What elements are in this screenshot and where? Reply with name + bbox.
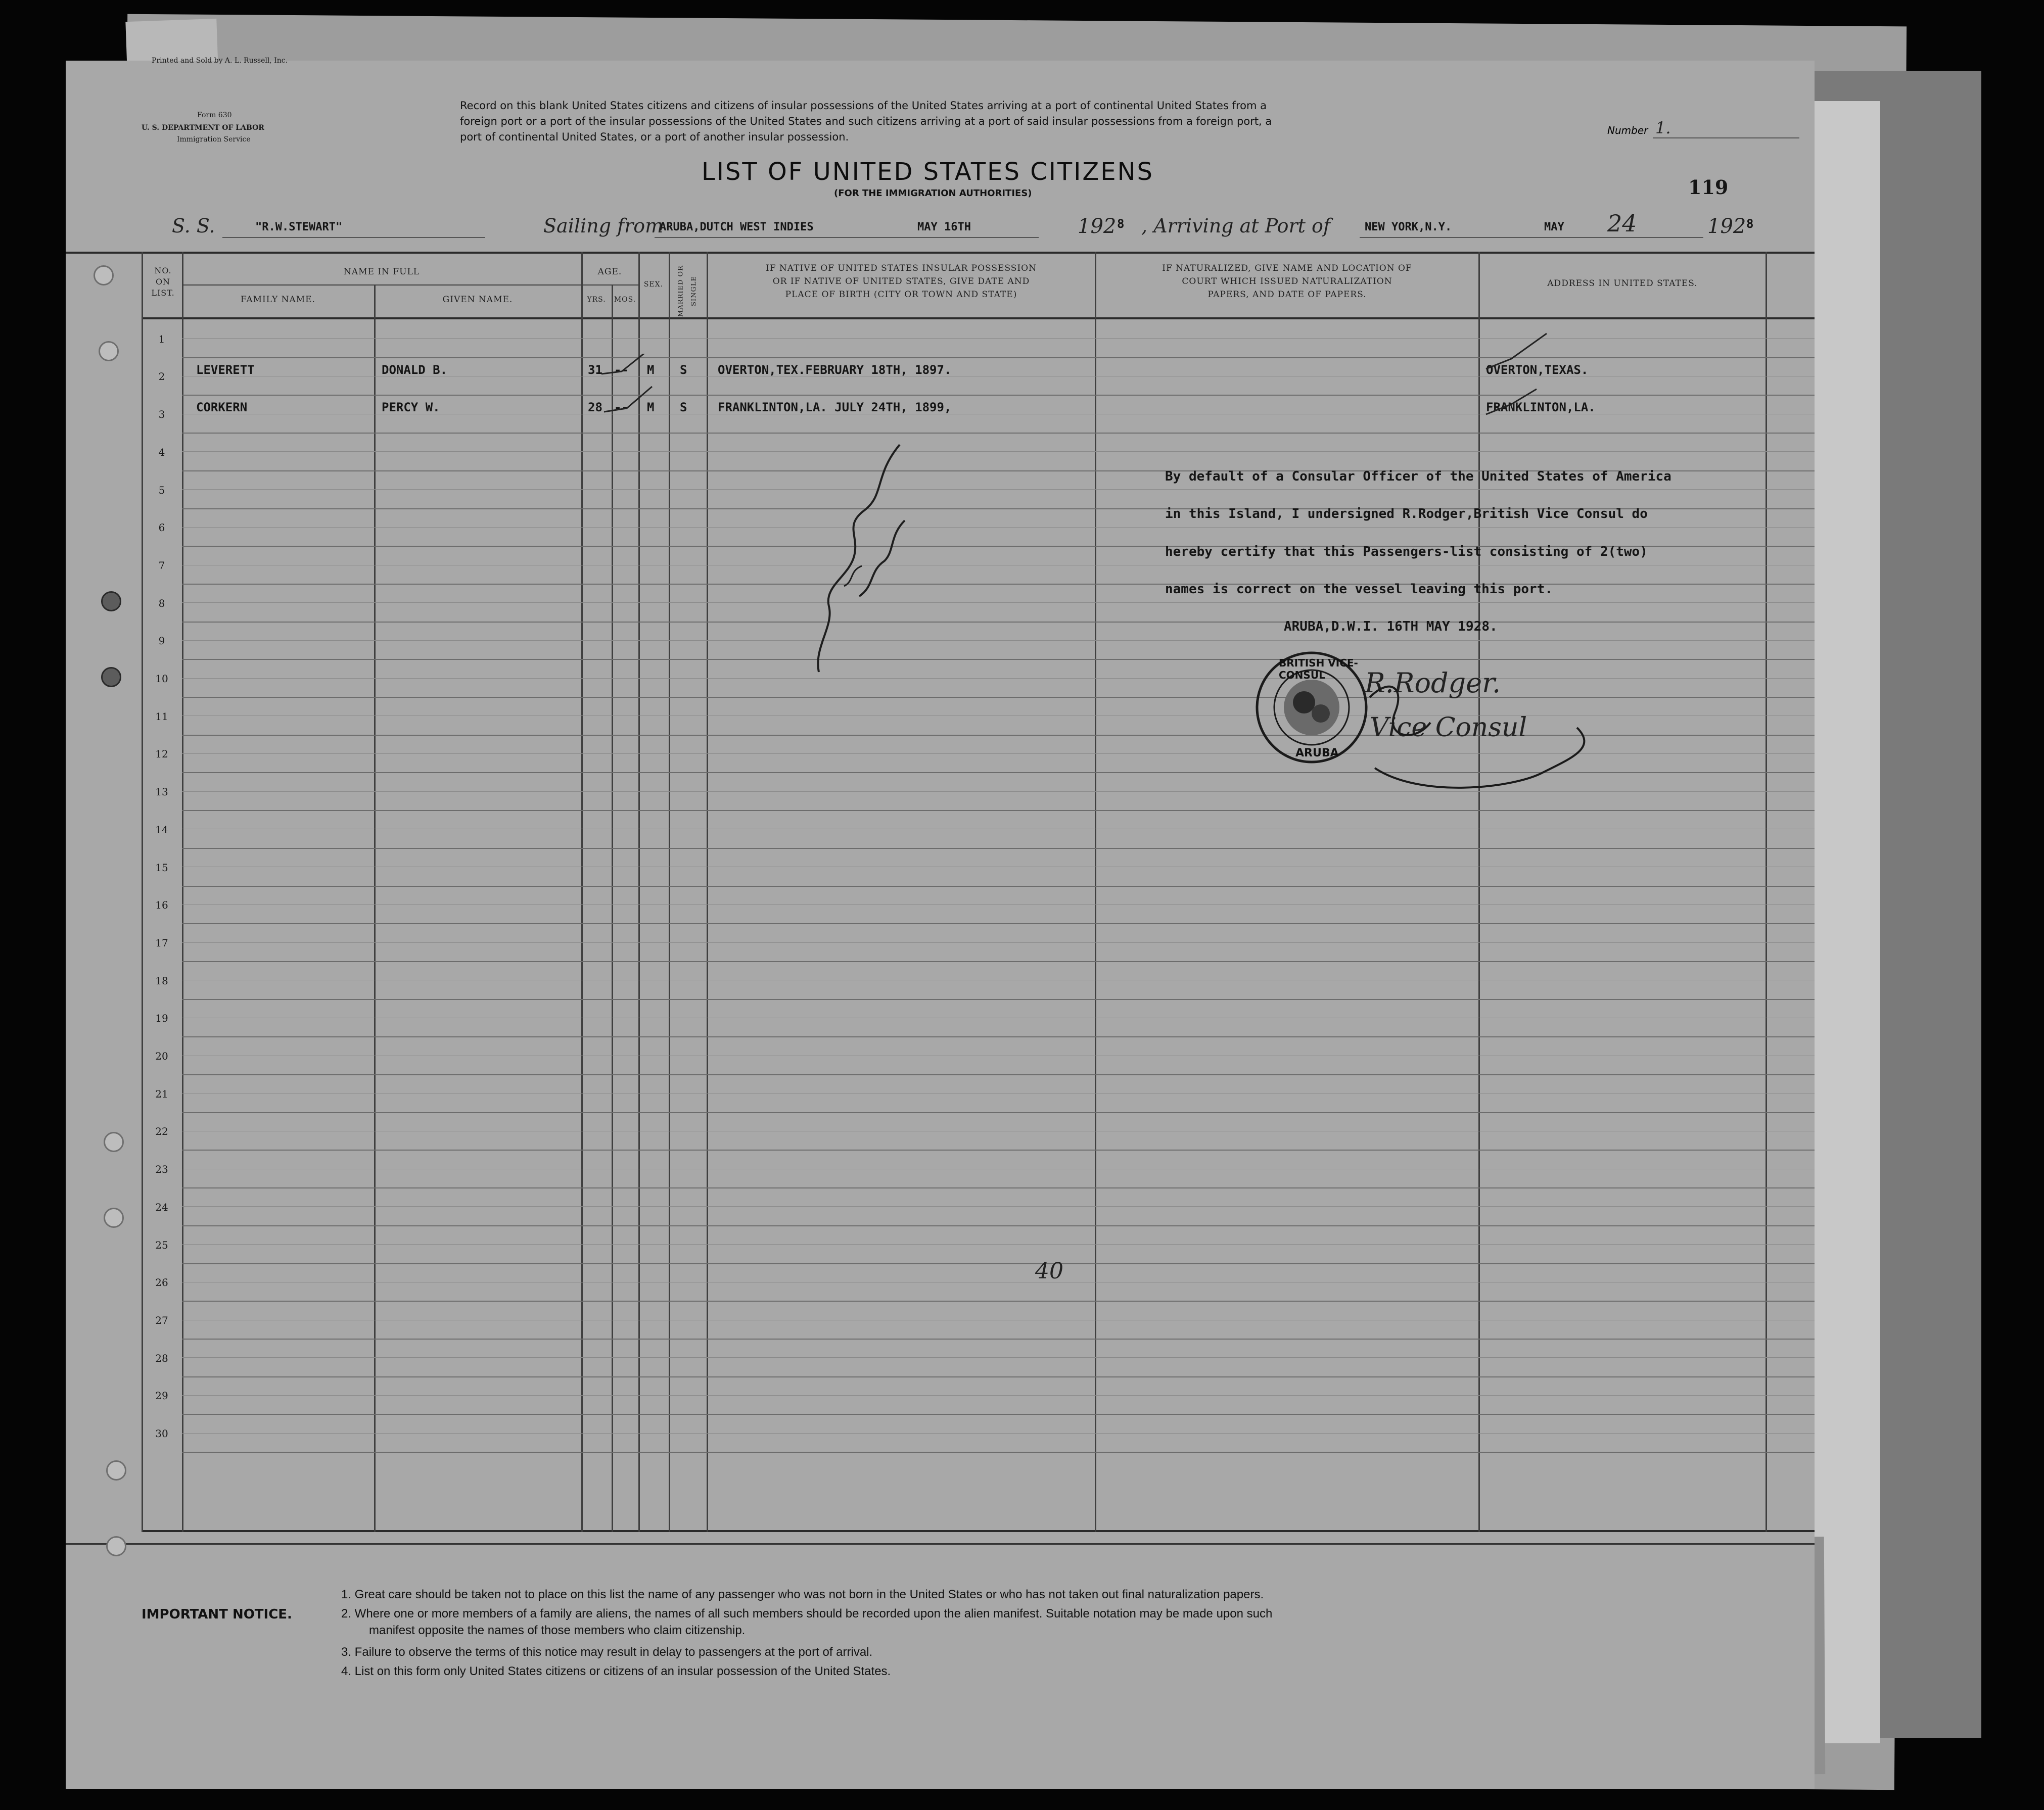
header-naturalized-line-3: PAPERS, AND DATE OF PAPERS. — [1207, 290, 1367, 300]
row-number: 29 — [155, 1390, 168, 1402]
col-divider-given — [581, 252, 583, 1532]
header-no-line-2: ON — [155, 277, 171, 287]
row-number: 15 — [155, 861, 168, 874]
punch-hole — [106, 1536, 126, 1556]
row-half-rule — [182, 1395, 1815, 1396]
row-rule — [182, 1187, 1815, 1188]
header-yrs: YRS. — [587, 296, 606, 304]
row-number: 30 — [155, 1427, 168, 1440]
passenger-1-family: LEVERETT — [196, 363, 255, 377]
sailing-year-digit: 8 — [1117, 217, 1125, 231]
department-label: U. S. DEPARTMENT OF LABOR — [142, 124, 264, 132]
header-naturalized — [1096, 262, 1478, 301]
row-rule — [182, 1150, 1815, 1151]
row-number: 18 — [155, 974, 168, 987]
header-age: AGE. — [597, 267, 622, 277]
col-divider-birth — [1095, 252, 1096, 1532]
sailing-underline — [655, 237, 1039, 238]
ship-underline — [222, 237, 485, 238]
header-birth-line-1: IF NATIVE OF UNITED STATES INSULAR POSSESSION — [766, 263, 1037, 273]
service-label: Immigration Service — [177, 135, 251, 144]
row-number: 22 — [155, 1125, 168, 1138]
passenger-2-birth: FRANKLINTON,LA. JULY 24TH, 1899, — [718, 400, 952, 414]
row-number: 4 — [158, 446, 165, 458]
row-rule — [182, 622, 1815, 623]
row-number: 28 — [155, 1352, 168, 1364]
row-rule — [182, 1036, 1815, 1037]
row-rule — [182, 1225, 1815, 1226]
row-half-rule — [182, 527, 1815, 528]
header-family-name: FAMILY NAME. — [241, 295, 315, 305]
printer-credit: Printed and Sold by A. L. Russell, Inc. — [152, 57, 288, 65]
row-half-rule — [182, 640, 1815, 641]
arrival-month: MAY — [1544, 221, 1564, 233]
row-number: 14 — [155, 823, 168, 836]
notice-separator — [66, 1543, 1815, 1545]
header-birth-line-3: PLACE OF BIRTH (CITY OR TOWN AND STATE) — [785, 290, 1017, 300]
row-number: 2 — [158, 370, 165, 383]
stamp-bottom-text: ARUBA — [1295, 747, 1339, 759]
row-number: 8 — [158, 597, 165, 609]
manifest-page — [66, 57, 1815, 1789]
header-no-line-1: NO. — [154, 266, 172, 275]
table-bottom-border — [142, 1530, 1815, 1532]
arrival-year-prefix: 192 — [1707, 215, 1746, 238]
row-number: 11 — [155, 710, 168, 723]
row-rule — [182, 433, 1815, 434]
row-number: 3 — [158, 408, 165, 421]
arrival-day: 24 — [1607, 210, 1637, 237]
instruction-line-3: port of continental United States, or a port of another insular possession. — [460, 131, 849, 143]
sailing-date: MAY 16TH — [917, 221, 971, 233]
header-married-single: MARRIED OR SINGLE — [677, 265, 698, 317]
number-label: Number — [1607, 124, 1648, 136]
row-rule — [182, 848, 1815, 849]
col-divider-naturalized — [1478, 252, 1480, 1532]
header-no-line-3: LIST. — [151, 288, 175, 298]
header-name-in-full: NAME IN FULL — [343, 267, 420, 277]
row-half-rule — [182, 602, 1815, 603]
row-number: 16 — [155, 899, 168, 912]
passenger-2-address: FRANKLINTON,LA. — [1486, 400, 1596, 414]
header-naturalized-line-1: IF NATURALIZED, GIVE NAME AND LOCATION OF — [1162, 263, 1412, 273]
signature-name: R.Rodger. — [1365, 667, 1501, 699]
notice-item-1: 1. Great care should be taken not to place on this list the name of any passenger who was not born in the United States or who has not taken out final naturalization papers. — [341, 1588, 1264, 1601]
row-rule — [182, 923, 1815, 924]
col-divider-yrs — [612, 285, 613, 1532]
address-check-marks — [1481, 323, 1582, 424]
row-rule — [182, 1263, 1815, 1264]
header-address: ADDRESS IN UNITED STATES. — [1547, 278, 1698, 289]
punch-hole — [106, 1460, 126, 1481]
passenger-1-address: OVERTON,TEXAS. — [1486, 363, 1589, 377]
row-number: 23 — [155, 1163, 168, 1176]
sailing-label: Sailing from — [543, 215, 664, 237]
row-rule — [182, 961, 1815, 962]
row-half-rule — [182, 489, 1815, 490]
passenger-2-yrs: 28 — [588, 400, 602, 414]
header-sex: SEX. — [643, 280, 664, 289]
punch-hole — [101, 667, 121, 687]
row-rule — [182, 886, 1815, 887]
row-half-rule — [182, 904, 1815, 905]
certification-line-1: By default of a Consular Officer of the United States of America — [1165, 469, 1671, 484]
notice-item-3: 3. Failure to observe the terms of this notice may result in delay to passengers at the port of arrival. — [341, 1645, 873, 1659]
row-half-rule — [182, 1357, 1815, 1358]
ss-label: S. S. — [172, 215, 215, 237]
header-no-on-list — [144, 265, 182, 299]
row-rule — [182, 1376, 1815, 1377]
row-number: 6 — [158, 521, 165, 534]
subheader-rule — [182, 284, 638, 285]
voyage-line — [66, 210, 1815, 245]
certification-line-3: hereby certify that this Passengers-list consisting of 2(two) — [1165, 544, 1648, 559]
col-divider-mos — [638, 252, 640, 1532]
sailing-port: ARUBA,DUTCH WEST INDIES — [660, 221, 814, 233]
header-birth — [708, 262, 1095, 301]
page-title: LIST OF UNITED STATES CITIZENS — [702, 158, 1154, 186]
passenger-1-given: DONALD B. — [382, 363, 448, 377]
row-rule — [182, 1339, 1815, 1340]
row-rule — [182, 584, 1815, 585]
passenger-2-status: S — [680, 400, 687, 414]
row-number: 25 — [155, 1239, 168, 1251]
row-number: 20 — [155, 1050, 168, 1062]
sailing-year-prefix: 192 — [1078, 215, 1117, 238]
certification-line-2: in this Island, I undersigned R.Rodger,British Vice Consul do — [1165, 506, 1648, 521]
col-divider-status — [707, 252, 708, 1532]
signature-flourish — [1360, 667, 1602, 798]
row-rule — [182, 1112, 1815, 1113]
handwritten-note: 40 — [1035, 1258, 1063, 1284]
row-half-rule — [182, 451, 1815, 452]
row-half-rule — [182, 1244, 1815, 1245]
header-given-name: GIVEN NAME. — [442, 295, 513, 305]
instruction-line-2: foreign port or a port of the insular possessions of the United States and such citizens arriving at a port of said insular possessions from a foreign port, a — [460, 115, 1272, 127]
header-birth-line-2: OR IF NATIVE OF UNITED STATES, GIVE DATE AND — [772, 276, 1030, 287]
row-half-rule — [182, 1206, 1815, 1207]
row-number: 24 — [155, 1201, 168, 1213]
page-subtitle: (FOR THE IMMIGRATION AUTHORITIES) — [834, 188, 1032, 199]
header-mos: MOS. — [614, 296, 636, 304]
row-number: 26 — [155, 1276, 168, 1289]
punch-hole — [104, 1208, 124, 1228]
passenger-2-mos: -- — [614, 400, 629, 414]
passenger-1-yrs: 31 — [588, 363, 602, 377]
row-number: 10 — [155, 673, 168, 685]
row-number: 9 — [158, 635, 165, 647]
notice-item-4: 4. List on this form only United States citizens or citizens of an insular possession of the United States. — [341, 1664, 891, 1678]
form-number: Form 630 — [197, 111, 232, 119]
row-number: 13 — [155, 786, 168, 798]
header-naturalized-line-2: COURT WHICH ISSUED NATURALIZATION — [1182, 276, 1392, 287]
col-divider-number — [182, 252, 183, 1532]
certification-date: ARUBA,D.W.I. 16TH MAY 1928. — [1284, 619, 1498, 634]
certification-line-4: names is correct on the vessel leaving this port. — [1165, 582, 1553, 597]
col-divider-margin — [142, 252, 143, 1532]
row-half-rule — [182, 1433, 1815, 1434]
punch-hole — [101, 591, 121, 611]
row-number: 19 — [155, 1012, 168, 1025]
row-rule — [182, 659, 1815, 660]
passenger-2-given: PERCY W. — [382, 400, 440, 414]
number-value: 1. — [1655, 118, 1671, 137]
notice-heading: IMPORTANT NOTICE. — [142, 1607, 292, 1622]
passenger-1-mos: -- — [614, 363, 629, 377]
consular-stamp — [1251, 647, 1372, 768]
ship-name: "R.W.STEWART" — [255, 221, 343, 233]
col-divider-address — [1766, 252, 1767, 1532]
row-rule — [182, 1301, 1815, 1302]
passenger-2-sex: M — [647, 400, 655, 414]
passenger-1-birth: OVERTON,TEX.FEBRUARY 18TH, 1897. — [718, 363, 952, 377]
page-number: 119 — [1688, 176, 1729, 199]
row-number: 5 — [158, 484, 165, 496]
row-number: 7 — [158, 559, 165, 571]
punch-hole — [104, 1132, 124, 1152]
notice-item-2: 2. Where one or more members of a family are aliens, the names of all such members should be recorded upon the alien manifest. Suitable notation may be made upon such — [341, 1607, 1273, 1621]
arrival-port: NEW YORK,N.Y. — [1365, 221, 1452, 233]
stamp-top-text: BRITISH VICE-CONSUL — [1279, 657, 1358, 681]
arrival-year-digit: 8 — [1746, 217, 1754, 231]
instructions — [460, 98, 1587, 145]
arrival-underline — [1360, 237, 1703, 238]
passenger-2-family: CORKERN — [196, 400, 248, 414]
check-marks — [591, 354, 708, 424]
passenger-1-status: S — [680, 363, 687, 377]
background-sheet-edge-light — [1809, 101, 1880, 1743]
notice-item-2-cont: manifest opposite the names of those members who claim citizenship. — [369, 1624, 746, 1637]
punch-hole — [99, 341, 119, 361]
passenger-1-sex: M — [647, 363, 655, 377]
row-half-rule — [182, 942, 1815, 943]
instruction-line-1: Record on this blank United States citizens and citizens of insular possessions of the United States arriving at a port of continental United States from a — [460, 100, 1267, 112]
row-number: 21 — [155, 1087, 168, 1100]
row-rule — [182, 1074, 1815, 1075]
row-number: 27 — [155, 1314, 168, 1326]
number-underline — [1653, 137, 1799, 138]
row-rule — [182, 999, 1815, 1000]
row-number: 17 — [155, 936, 168, 949]
col-divider-sex — [669, 252, 670, 1532]
signature-title: Vice Consul — [1370, 712, 1527, 743]
row-rule — [182, 1414, 1815, 1415]
row-number: 1 — [158, 332, 165, 345]
col-divider-family — [374, 285, 376, 1532]
table-top-border — [66, 252, 1815, 254]
punch-hole — [94, 265, 114, 285]
header-bottom-border — [142, 317, 1815, 319]
arriving-label: , Arriving at Port of — [1141, 215, 1330, 237]
row-rule — [182, 810, 1815, 811]
inspector-scrawl — [799, 435, 915, 677]
row-number: 12 — [155, 748, 168, 760]
row-rule — [182, 1452, 1815, 1453]
